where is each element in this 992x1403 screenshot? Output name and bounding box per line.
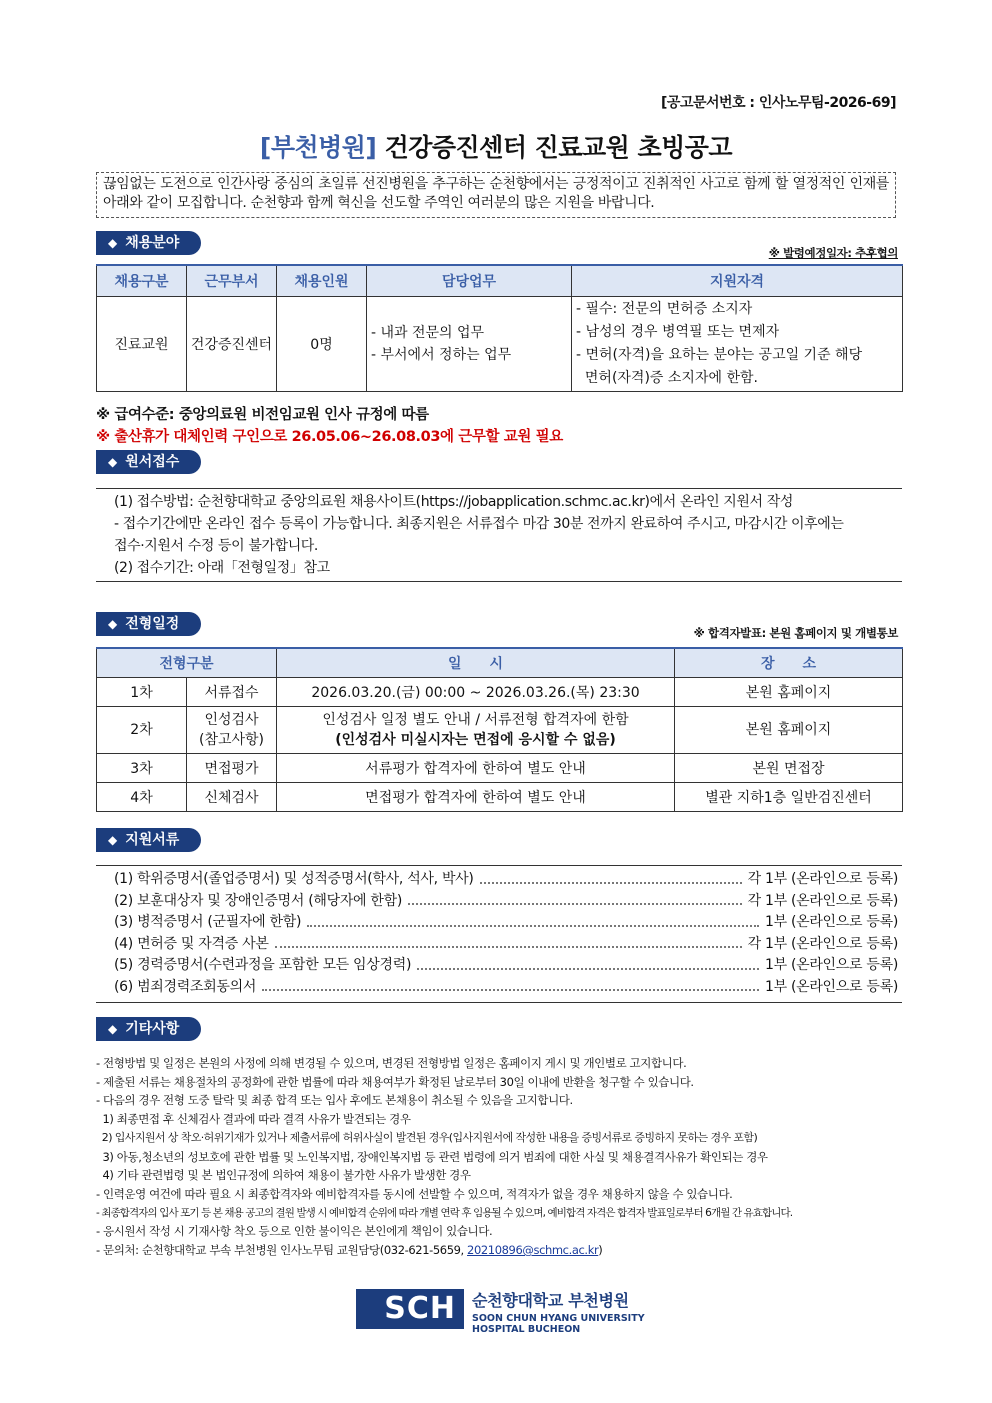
salary-note: ※ 급여수준: 중앙의료원 비전임교원 인사 규정에 따름	[96, 407, 429, 423]
section-badge-documents: ◆ 지원서류	[96, 828, 201, 852]
document-item: (1) 학위증명서(졸업증명서) 및 성적증명서(학사, 석사, 박사) 각 1부 (온라인으로 등록)	[114, 871, 898, 887]
etc-item: 2) 입사지원서 상 착오·허위기재가 있거나 제출서류에 허위사실이 발견된 경우(입사지원서에 작성한 내용을 증빙서류로 증빙하지 못하는 경우 포함)	[96, 1130, 758, 1144]
apply-period: (2) 접수기간: 아래「전형일정」참고	[114, 560, 330, 576]
header-step: 전형구분	[97, 648, 277, 678]
section-badge-apply: ◆ 원서접수	[96, 450, 201, 474]
document-item: (3) 병적증명서 (군필자에 한함) 1부 (온라인으로 등록)	[114, 914, 898, 930]
header-duties: 담당업무	[367, 265, 572, 297]
document-item: (6) 범죄경력조회동의서 1부 (온라인으로 등록)	[114, 978, 898, 995]
etc-list	[96, 1054, 902, 1260]
sch-logo-mark: SCH	[356, 1289, 464, 1329]
document-item: (2) 보훈대상자 및 장애인증명서 (해당자에 한함) 각 1부 (온라인으로 등록)	[114, 892, 898, 909]
etc-item: - 다음의 경우 전형 도중 탈락 및 최종 합격 또는 입사 후에도 본채용이 취소될 수 있음을 고지합니다.	[96, 1093, 573, 1108]
header-type: 채용구분	[97, 265, 187, 297]
recruit-table	[96, 264, 903, 392]
contact-email-link[interactable]: 20210896@schmc.ac.kr	[467, 1243, 599, 1258]
recruit-count: 0명	[277, 297, 367, 392]
schedule-row: 3차 면접평가 서류평가 합격자에 한하여 별도 안내 본원 면접장	[97, 754, 903, 783]
schedule-table	[96, 647, 903, 812]
appointment-note: ※ 발령예정일자: 추후협의	[768, 246, 898, 260]
apply-method: (1) 접수방법: 순천향대학교 중앙의료원 채용사이트(https://jobapplication.schmc.ac.kr)에서 온라인 지원서 작성	[114, 494, 793, 510]
header-place: 장 소	[675, 648, 903, 678]
hospital-logo-text: 순천향대학교 부천병원 SOON CHUN HYANG UNIVERSITY HOSPITAL BUCHEON	[472, 1291, 645, 1335]
recruit-type: 진료교원	[97, 297, 187, 392]
section-badge-etc: ◆ 기타사항	[96, 1017, 201, 1041]
page-title	[0, 128, 992, 164]
recruit-header-row	[97, 265, 903, 297]
intro-box: 끊임없는 도전으로 인간사랑 중심의 초일류 선진병원을 추구하는 순천향에서는 긍정적이고 진취적인 사고로 함께 할 열정적인 인재를 아래와 같이 모집합니다. 순천향과 함께 혁신을 선도할 주역인 여러분의 많은 지원을 바랍니다.	[96, 172, 896, 218]
etc-item: - 전형방법 및 일정은 본원의 사정에 의해 변경될 수 있으며, 변경된 전형방법 일정은 홈페이지 게시 및 개인별로 고지합니다.	[96, 1056, 687, 1070]
etc-item: - 최종합격자의 입사 포기 등 본 채용 공고의 결원 발생 시 예비합격 순위에 따라 개별 연락 후 임용될 수 있으며, 예비합격 자격은 합격자 발표일로부터 6개월 간 유효합니다.	[96, 1206, 793, 1219]
diamond-icon: ◆	[108, 236, 118, 250]
header-date: 일 시	[277, 648, 675, 678]
header-count: 채용인원	[277, 265, 367, 297]
announcement-note: ※ 합격자발표: 본원 홈페이지 및 개별통보	[693, 626, 898, 640]
recruit-row	[97, 297, 903, 392]
diamond-icon: ◆	[108, 1022, 118, 1036]
leave-note: ※ 출산휴가 대체인력 구인으로 26.05.06~26.08.03에 근무할 교원 필요	[96, 429, 563, 445]
section-badge-schedule: ◆ 전형일정	[96, 612, 201, 636]
document-item: (4) 면허증 및 자격증 사본 각 1부 (온라인으로 등록)	[114, 935, 898, 952]
schedule-row: 2차 인성검사 (참고사항) 인성검사 일정 별도 안내 / 서류전형 합격자에 한함 (인성검사 미실시자는 면접에 응시할 수 없음) 본원 홈페이지	[97, 707, 903, 754]
section-badge-recruit: ◆ 채용분야	[96, 231, 201, 255]
etc-item: - 제출된 서류는 채용절차의 공정화에 관한 법률에 따라 채용여부가 확정된 날로부터 30일 이내에 반환을 청구할 수 있습니다.	[96, 1074, 694, 1089]
documents-box	[96, 865, 902, 1003]
recruit-quals: - 필수: 전문의 면허증 소지자 - 남성의 경우 병역필 또는 면제자 - 면허(자격)을 요하는 분야는 공고일 기준 해당 면허(자격)증 소지자에 한함.	[572, 297, 903, 392]
document-number: [공고문서번호 : 인사노무팀-2026-69]	[661, 95, 896, 111]
diamond-icon: ◆	[108, 833, 118, 847]
recruit-duties: - 내과 전문의 업무 - 부서에서 정하는 업무	[367, 297, 572, 392]
etc-item: 3) 아동,청소년의 성보호에 관한 법률 및 노인복지법, 장애인복지법 등 관련 법령에 의거 범죄에 대한 사실 및 채용결격사유가 확인되는 경우	[96, 1149, 768, 1164]
title-text: 건강증진센터 진료교원 초빙공고	[376, 133, 733, 162]
header-dept: 근무부서	[187, 265, 277, 297]
etc-item: - 응시원서 작성 시 기재사항 착오 등으로 인한 불이익은 본인에게 책임이 있습니다.	[96, 1224, 493, 1239]
apply-box	[96, 488, 902, 582]
apply-notice-cont: 접수·지원서 수정 등이 불가합니다.	[114, 538, 318, 554]
recruit-dept: 건강증진센터	[187, 297, 277, 392]
etc-item: 4) 기타 관련법령 및 본 법인규정에 의하여 채용이 불가한 사유가 발생한 경우	[96, 1168, 471, 1183]
diamond-icon: ◆	[108, 617, 118, 631]
schedule-row: 4차 신체검사 면접평가 합격자에 한하여 별도 안내 별관 지하1층 일반검진센터	[97, 783, 903, 812]
diamond-icon: ◆	[108, 455, 118, 469]
schedule-header-row	[97, 648, 903, 678]
header-quals: 지원자격	[572, 265, 903, 297]
document-item: (5) 경력증명서(수련과정을 포함한 모든 임상경력) 1부 (온라인으로 등록)	[114, 957, 898, 973]
etc-item: 1) 최종면접 후 신체검사 결과에 따라 결격 사유가 발견되는 경우	[96, 1112, 411, 1127]
apply-notice: - 접수기간에만 온라인 접수 등록이 가능합니다. 최종지원은 서류접수 마감 30분 전까지 완료하여 주시고, 마감시간 이후에는	[114, 516, 844, 532]
etc-item: - 인력운영 여건에 따라 필요 시 최종합격자와 예비합격자를 동시에 선발할 수 있으며, 적격자가 없을 경우 채용하지 않을 수 있습니다.	[96, 1186, 733, 1201]
contact-line: - 문의처: 순천향대학교 부속 부천병원 인사노무팀 교원담당(032-621-5659, 20210896@schmc.ac.kr)	[96, 1243, 603, 1258]
title-hospital: [부천병원]	[259, 133, 377, 162]
schedule-row: 1차 서류접수 2026.03.20.(금) 00:00 ~ 2026.03.26.(목) 23:30 본원 홈페이지	[97, 678, 903, 707]
